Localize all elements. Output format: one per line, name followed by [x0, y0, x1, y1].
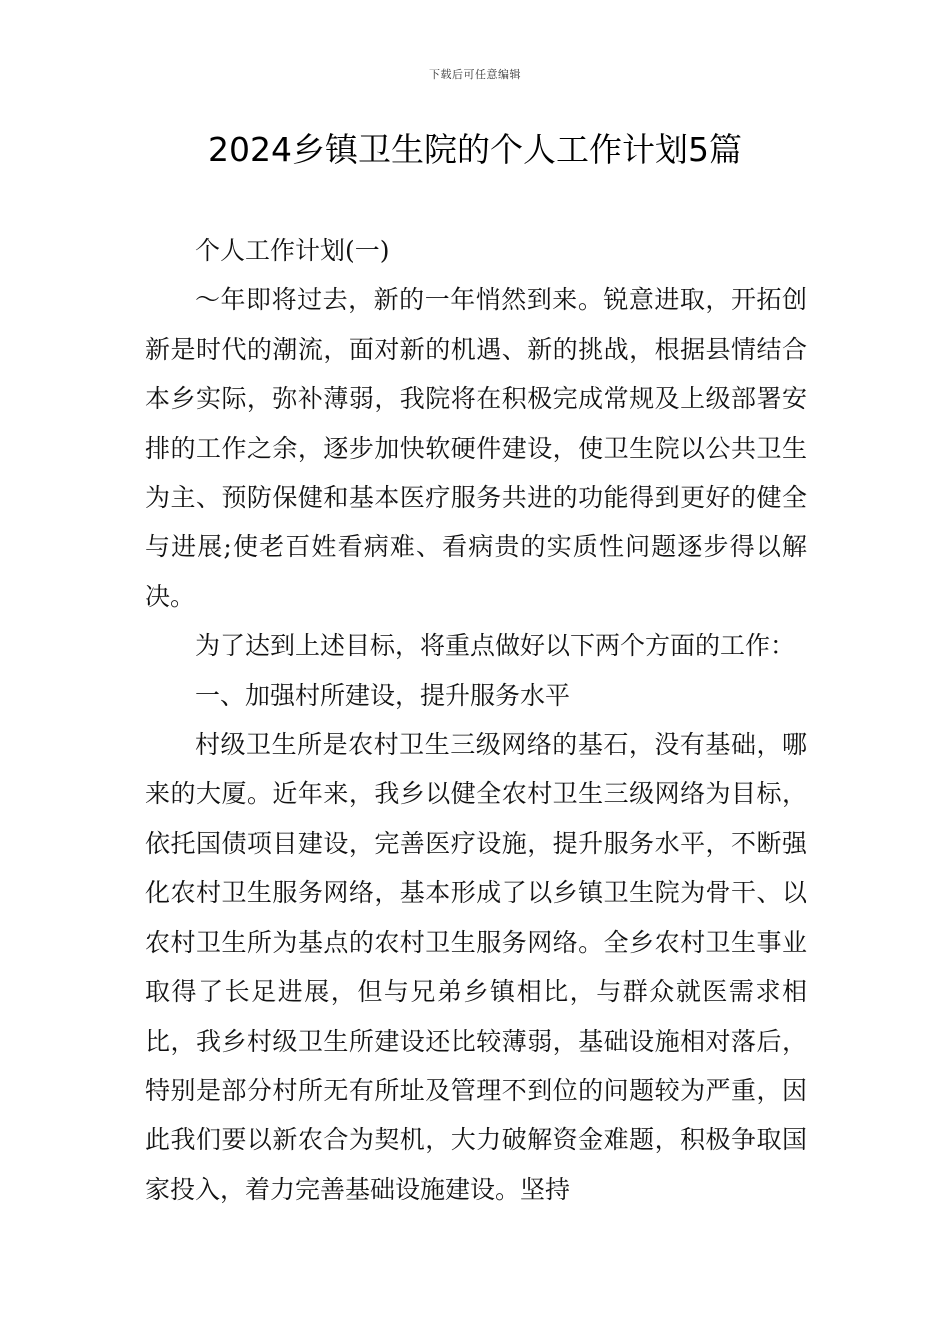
body-paragraph: ～年即将过去，新的一年悄然到来。锐意进取，开拓创新是时代的潮流，面对新的机遇、新的挑战，根据县情结合本乡实际，弥补薄弱，我院将在积极完成常规及上级部署安排的工作之余，逐步加快软硬件建设，使卫生院以公共卫生为主、预防保健和基本医疗服务共进的功能得到更好的健全与进展;使老百姓看病难、看病贵的实质性问题逐步得以解决。: [145, 285, 807, 611]
document-body: [145, 226, 807, 1214]
subsection-heading: 一、加强村所建设，提升服务水平: [195, 680, 571, 710]
body-paragraph: 为了达到上述目标，将重点做好以下两个方面的工作：: [195, 631, 796, 661]
document-title: 2024乡镇卫生院的个人工作计划5篇: [208, 130, 742, 169]
header-note: 下载后可任意编辑: [429, 68, 521, 81]
body-paragraph: 村级卫生所是农村卫生三级网络的基石，没有基础，哪来的大厦。近年来，我乡以健全农村卫生三级网络为目标，依托国债项目建设，完善医疗设施，提升服务水平，不断强化农村卫生服务网络，基本形成了以乡镇卫生院为骨干、以农村卫生所为基点的农村卫生服务网络。全乡农村卫生事业取得了长足进展，但与兄弟乡镇相比，与群众就医需求相比，我乡村级卫生所建设还比较薄弱，基础设施相对落后，特别是部分村所无有所址及管理不到位的问题较为严重，因此我们要以新农合为契机，大力破解资金难题，积极争取国家投入，着力完善基础设施建设。坚持: [145, 730, 807, 1204]
section-heading: 个人工作计划(一): [195, 236, 390, 265]
